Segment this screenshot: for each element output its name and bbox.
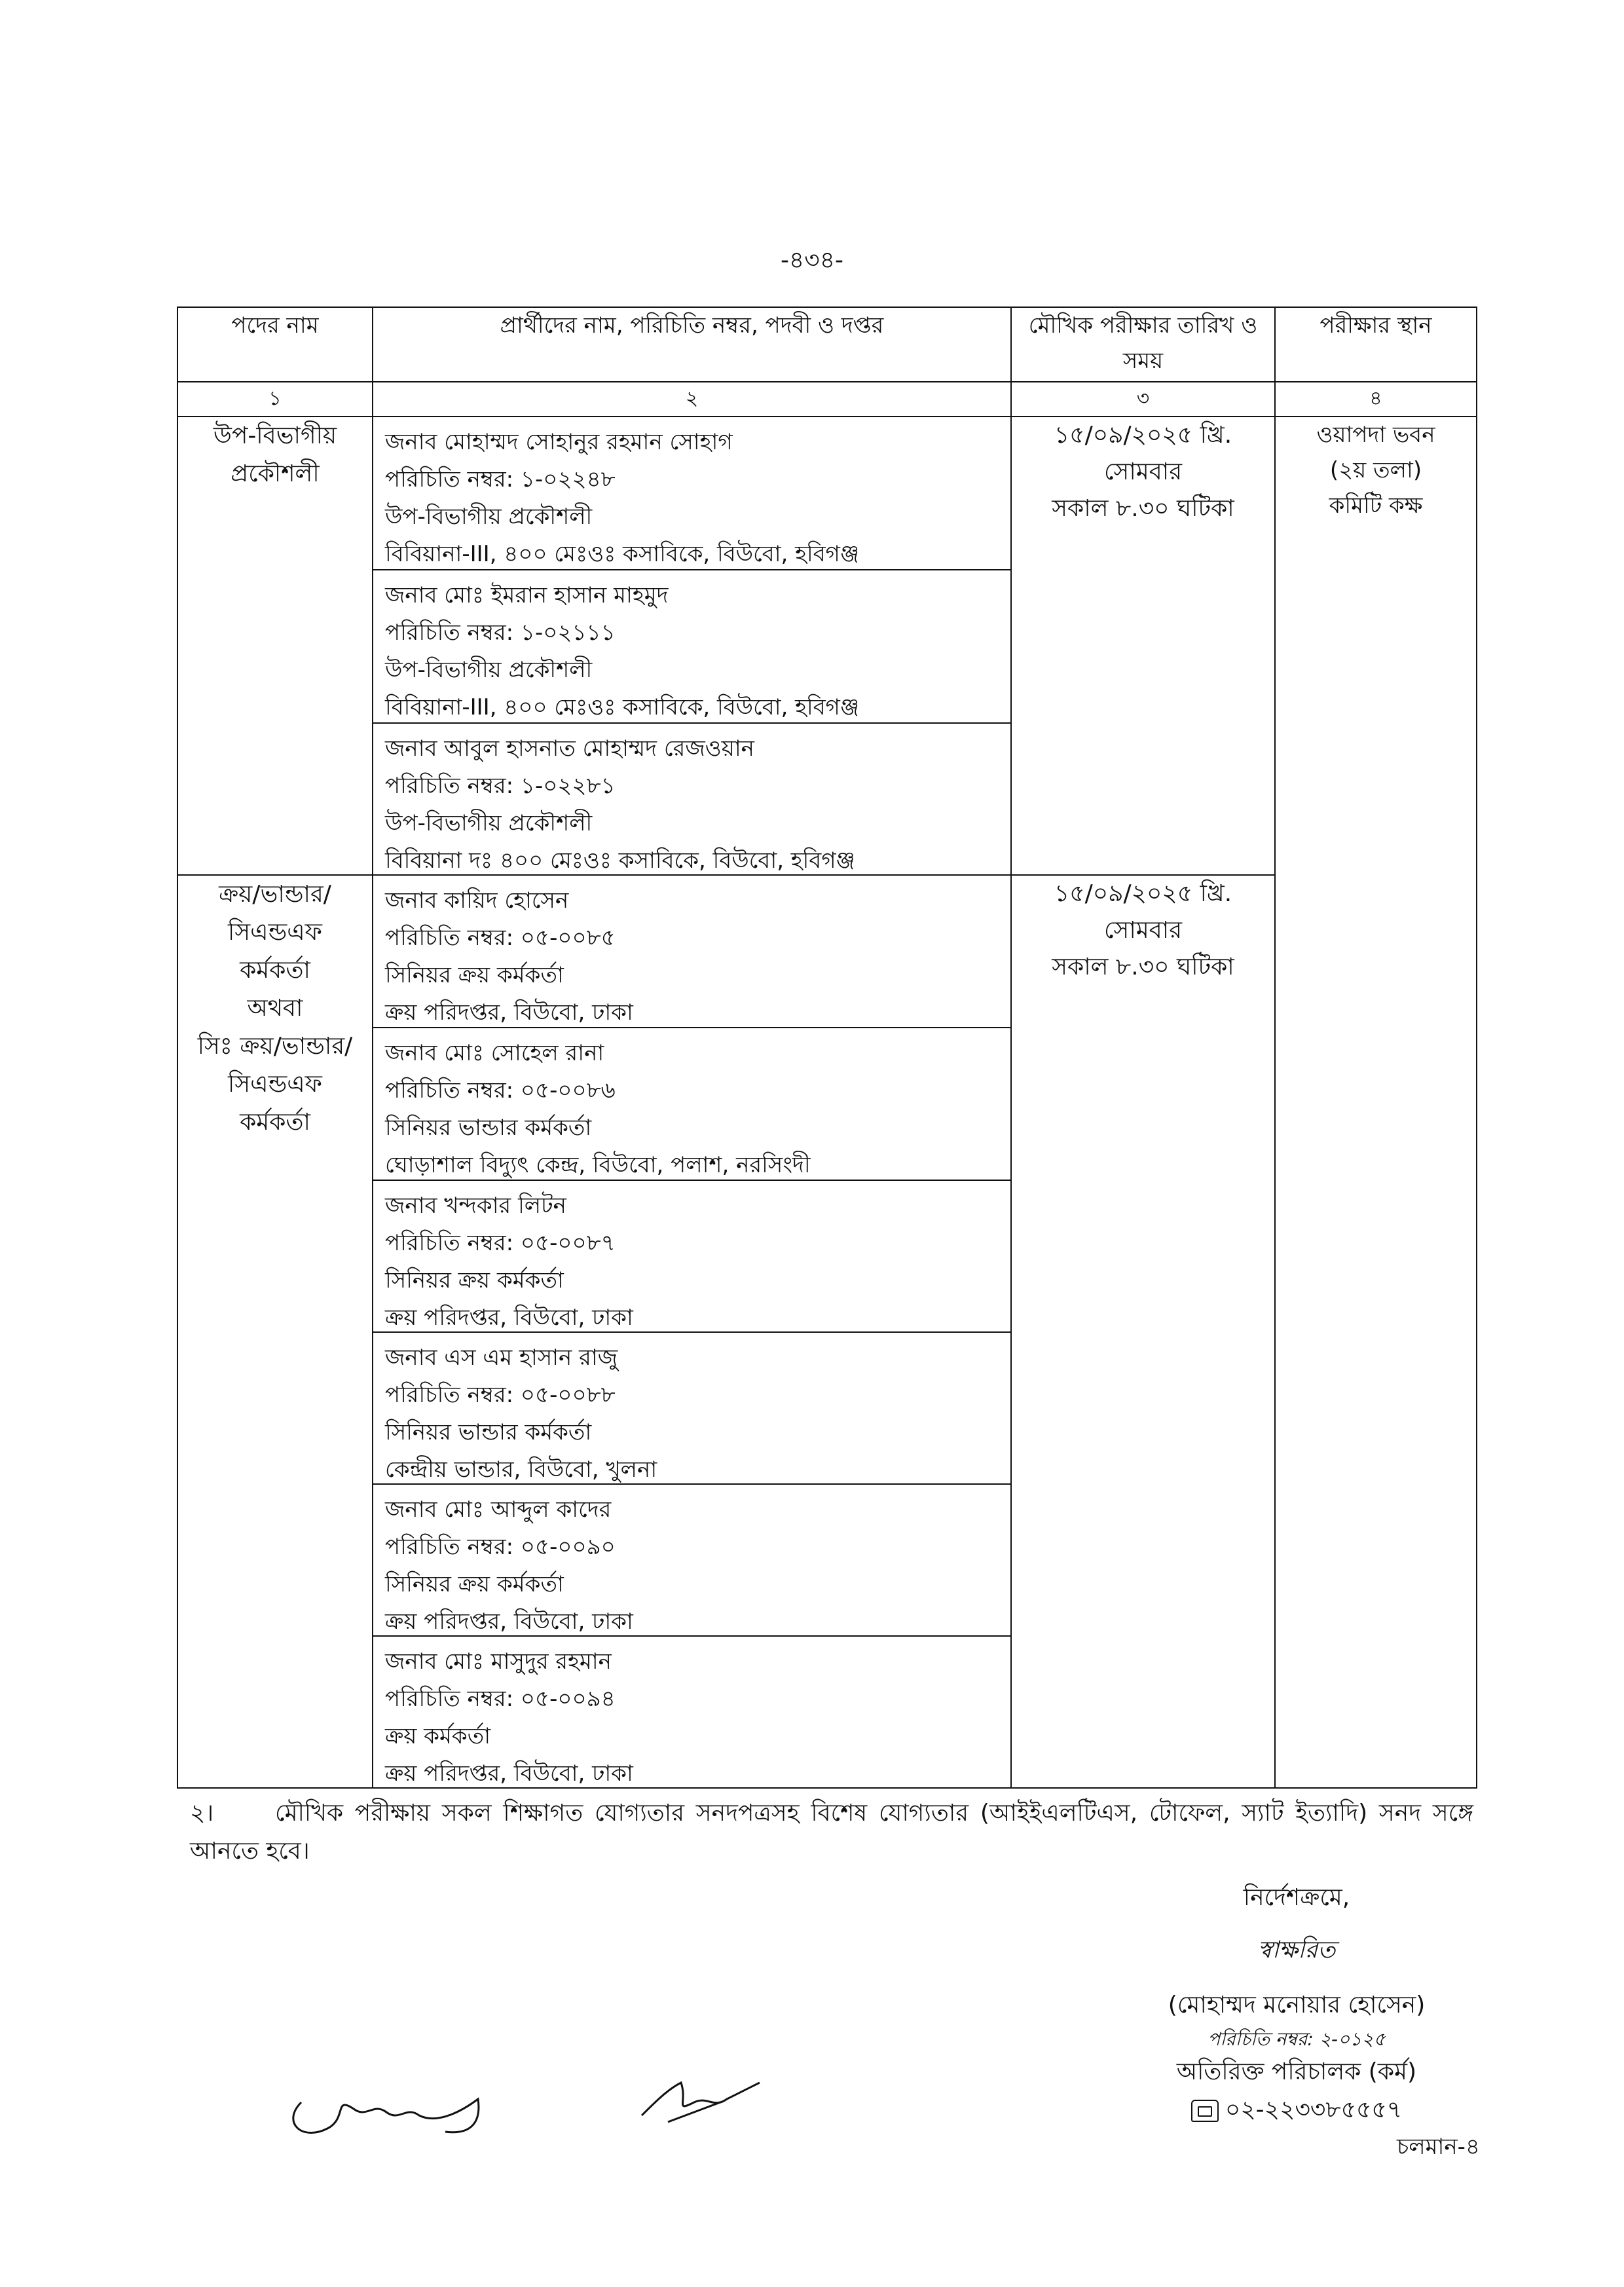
page-number: -৪৩৪- <box>780 247 844 274</box>
candidate-office: বিবিয়ানা-III, ৪০০ মেঃওঃ কসাবিকে, বিউবো, হবিগঞ্জ <box>385 541 860 567</box>
handwritten-initials <box>629 2063 773 2135</box>
candidate-office: ক্রয় পরিদপ্তর, বিউবো, ঢাকা <box>385 1760 633 1787</box>
candidate-name: জনাব খন্দকার লিটন <box>385 1193 566 1219</box>
note-number: ২। <box>190 1800 214 1827</box>
instruction-note <box>190 1794 1473 1870</box>
candidate-entry <box>373 1637 1010 1787</box>
post-line: অথবা <box>247 995 303 1022</box>
candidate-entry <box>373 724 1010 874</box>
candidate-designation: সিনিয়র ক্রয় কর্মকর্তা <box>385 962 564 988</box>
candidate-entry <box>373 1028 1010 1181</box>
post-name-cell <box>177 875 373 1788</box>
post-line: কর্মকর্তা <box>240 957 310 984</box>
candidate-designation: সিনিয়র ভান্ডার কর্মকর্তা <box>385 1115 592 1141</box>
candidate-office: ক্রয় পরিদপ্তর, বিউবো, ঢাকা <box>385 999 633 1026</box>
candidate-office: বিবিয়ানা দঃ ৪০০ মেঃওঃ কসাবিকে, বিউবো, হবিগঞ্জ <box>385 847 855 874</box>
post-line: কর্মকর্তা <box>240 1109 310 1136</box>
signatory-phone-line <box>1087 2092 1506 2131</box>
candidate-name: জনাব মোঃ ইমরান হাসান মাহমুদ <box>385 582 669 608</box>
post-line: ক্রয়/ভান্ডার/ <box>219 881 331 908</box>
post-line: সিএন্ডএফ <box>228 919 322 946</box>
candidate-entry <box>373 1485 1010 1637</box>
note-text: মৌখিক পরীক্ষায় সকল শিক্ষাগত যোগ্যতার সনদপত্রসহ বিশেষ যোগ্যতার (আইইএলটিএস, টোফেল, স্যাট ইত্যাদি) সনদ সঙ্গে আনতে হবে। <box>190 1800 1473 1865</box>
candidate-name: জনাব এস এম হাসান রাজু <box>385 1345 618 1371</box>
header-candidates: প্রার্থীদের নাম, পরিচিতি নম্বর, পদবী ও দপ্তর <box>373 307 1011 382</box>
candidate-designation: সিনিয়র ক্রয় কর্মকর্তা <box>385 1571 564 1597</box>
candidate-id: পরিচিতি নম্বর: ১-০২১১১ <box>385 620 616 646</box>
venue-line: কমিটি কক্ষ <box>1329 493 1423 519</box>
post-line: সিঃ ক্রয়/ভান্ডার/ <box>197 1033 353 1060</box>
candidate-name: জনাব মোঃ সোহেল রানা <box>385 1040 604 1066</box>
interview-date: ১৫/০৯/২০২৫ খ্রি. <box>1054 880 1232 907</box>
candidate-entry <box>373 876 1010 1028</box>
candidate-id: পরিচিতি নম্বর: ০৫-০০৮৫ <box>385 925 616 951</box>
signatory-id: পরিচিতি নম্বর: ২-০১২৫ <box>1208 2028 1386 2050</box>
column-number: ২ <box>373 382 1011 417</box>
interview-time: সকাল ৮.৩০ ঘটিকা <box>1052 954 1234 980</box>
candidate-entry <box>373 1181 1010 1333</box>
candidate-office: কেন্দ্রীয় ভান্ডার, বিউবো, খুলনা <box>385 1457 657 1483</box>
candidate-designation: উপ-বিভাগীয় প্রকৌশলী <box>385 810 593 836</box>
column-number: ৪ <box>1275 382 1477 417</box>
candidate-name: জনাব কায়িদ হোসেন <box>385 887 569 914</box>
venue-cell <box>1275 417 1477 1788</box>
candidate-name: জনাব আবুল হাসনাত মোহাম্মদ রেজওয়ান <box>385 735 754 762</box>
candidate-name: জনাব মোহাম্মদ সোহানুর রহমান সোহাগ <box>385 429 733 455</box>
candidate-id: পরিচিতি নম্বর: ০৫-০০৮৬ <box>385 1077 616 1104</box>
header-venue: পরীক্ষার স্থান <box>1275 307 1477 382</box>
candidate-entry <box>373 1333 1010 1485</box>
interview-schedule-table <box>177 307 1477 1789</box>
post-name-cell <box>177 417 373 875</box>
venue-line: ওয়াপদা ভবন <box>1316 422 1435 448</box>
candidate-designation: সিনিয়র ভান্ডার কর্মকর্তা <box>385 1419 592 1445</box>
signatory-name: (মোহাম্মদ মনোয়ার হোসেন) <box>1168 1992 1426 2018</box>
post-name: উপ-বিভাগীয় প্রকৌশলী <box>213 422 337 487</box>
candidate-id: পরিচিতি নম্বর: ১-০২২৮১ <box>385 773 616 799</box>
candidate-id: পরিচিতি নম্বর: ০৫-০০৮৭ <box>385 1230 616 1256</box>
candidate-id: পরিচিতি নম্বর: ০৫-০০৮৮ <box>385 1382 616 1408</box>
post-line: সিএন্ডএফ <box>228 1071 322 1098</box>
candidate-id: পরিচিতি নম্বর: ১-০২২৪৮ <box>385 466 616 493</box>
interview-day: সোমবার <box>1103 458 1183 485</box>
candidate-office: ঘোড়াশাল বিদ্যুৎ কেন্দ্র, বিউবো, পলাশ, নরসিংদী <box>385 1152 811 1178</box>
column-number: ১ <box>177 382 373 417</box>
candidate-name: জনাব মোঃ আব্দুল কাদের <box>385 1497 612 1523</box>
candidate-designation: উপ-বিভাগীয় প্রকৌশলী <box>385 504 593 530</box>
interview-time: সকাল ৮.৩০ ঘটিকা <box>1052 495 1234 522</box>
candidate-id: পরিচিতি নম্বর: ০৫-০০৯৪ <box>385 1686 616 1712</box>
schedule-cell <box>1011 417 1275 875</box>
column-number: ৩ <box>1011 382 1275 417</box>
candidate-designation: ক্রয় কর্মকর্তা <box>385 1723 491 1749</box>
candidate-entry <box>373 417 1010 570</box>
candidate-entry <box>373 570 1010 724</box>
interview-date: ১৫/০৯/২০২৫ খ্রি. <box>1054 422 1232 449</box>
candidate-designation: উপ-বিভাগীয় প্রকৌশলী <box>385 657 593 683</box>
candidate-id: পরিচিতি নম্বর: ০৫-০০৯০ <box>385 1534 616 1560</box>
signatory-designation: অতিরিক্ত পরিচালক (কর্ম) <box>1176 2058 1417 2085</box>
candidate-designation: সিনিয়র ক্রয় কর্মকর্তা <box>385 1267 564 1293</box>
by-order: নির্দেশক্রমে, <box>1243 1884 1350 1911</box>
candidates-cell <box>373 417 1011 875</box>
handwritten-initials <box>275 2063 491 2148</box>
candidate-name: জনাব মোঃ মাসুদুর রহমান <box>385 1648 612 1675</box>
venue-line: (২য় তলা) <box>1329 457 1422 483</box>
candidate-office: বিবিয়ানা-III, ৪০০ মেঃওঃ কসাবিকে, বিউবো, হবিগঞ্জ <box>385 694 860 720</box>
signatory-phone: ০২-২২৩৩৮৫৫৫৭ <box>1225 2096 1403 2123</box>
header-schedule: মৌখিক পরীক্ষার তারিখ ও সময় <box>1011 307 1275 382</box>
telephone-icon <box>1191 2100 1219 2122</box>
header-post: পদের নাম <box>177 307 373 382</box>
candidates-cell <box>373 875 1011 1788</box>
candidate-office: ক্রয় পরিদপ্তর, বিউবো, ঢাকা <box>385 1305 633 1331</box>
candidate-office: ক্রয় পরিদপ্তর, বিউবো, ঢাকা <box>385 1608 633 1635</box>
interview-day: সোমবার <box>1103 917 1183 944</box>
signed-label: স্বাক্ষরিত <box>1257 1937 1336 1963</box>
continued-label: চলমান-৪ <box>1396 2134 1480 2160</box>
schedule-cell <box>1011 875 1275 1788</box>
